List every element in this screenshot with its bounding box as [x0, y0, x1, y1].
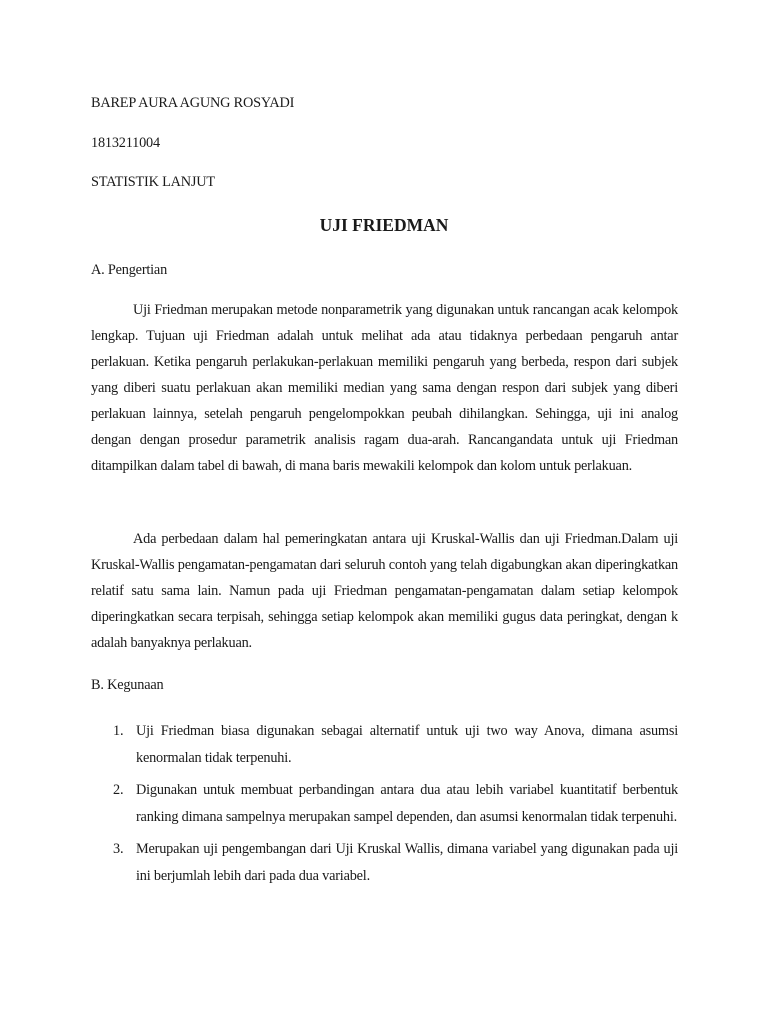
list-item [91, 836, 678, 889]
author-name: BAREP AURA AGUNG ROSYADI [91, 95, 295, 111]
course-name: STATISTIK LANJUT [91, 174, 215, 190]
student-id: 1813211004 [91, 135, 160, 151]
list-item-text: Uji Friedman biasa digunakan sebagai alternatif untuk uji two way Anova, dimana asumsi kenormalan tidak terpenuhi. [136, 723, 678, 766]
usage-list [91, 718, 678, 895]
list-number: 1. [113, 723, 124, 739]
section-heading-kegunaan: B. Kegunaan [91, 677, 164, 693]
list-item-text: Digunakan untuk membuat perbandingan antara dua atau lebih variabel kuantitatif berbentuk ranking dimana sampelnya merupakan sampel dependen, dan asumsi kenormalan tidak terpenuhi. [136, 782, 678, 825]
section-heading-pengertian: A. Pengertian [91, 262, 168, 278]
list-item-text: Merupakan uji pengembangan dari Uji Kruskal Wallis, dimana variabel yang digunakan pada uji ini berjumlah lebih dari pada dua variabel. [136, 841, 678, 884]
document-title: UJI FRIEDMAN [319, 215, 449, 235]
list-number: 2. [113, 782, 124, 798]
list-number: 3. [113, 841, 124, 857]
list-item [91, 718, 678, 771]
paragraph-definition: Uji Friedman merupakan metode nonparametrik yang digunakan untuk rancangan acak kelompok lengkap. Tujuan uji Friedman adalah untuk melihat ada atau tidaknya perbedaan pengaruh antar perlakuan. Ketika pengaruh perlakukan-perlakuan memiliki pengaruh yang berbeda, respon dari subjek yang diberi suatu perlakuan akan memiliki median yang sama dengan respon dari subjek yang diberi perlakuan lainnya, setelah pengaruh pengelompokkan peubah dihilangkan. Sehingga, uji ini analog dengan dengan prosedur parametrik analisis ragam dua-arah. Rancangandata untuk uji Friedman ditampilkan dalam tabel di bawah, di mana baris mewakili kelompok dan kolom untuk perlakuan. [91, 302, 678, 474]
list-item [91, 777, 678, 830]
paragraph-ranking-difference: Ada perbedaan dalam hal pemeringkatan antara uji Kruskal-Wallis dan uji Friedman.Dalam uji Kruskal-Wallis pengamatan-pengamatan dari seluruh contoh yang telah digabungkan akan diperingkatkan relatif satu sama lain. Namun pada uji Friedman pengamatan-pengamatan dalam setiap kelompok diperingkatkan secara terpisah, sehingga setiap kelompok akan memiliki gugus data peringkat, dengan k adalah banyaknya perlakuan. [91, 531, 678, 651]
